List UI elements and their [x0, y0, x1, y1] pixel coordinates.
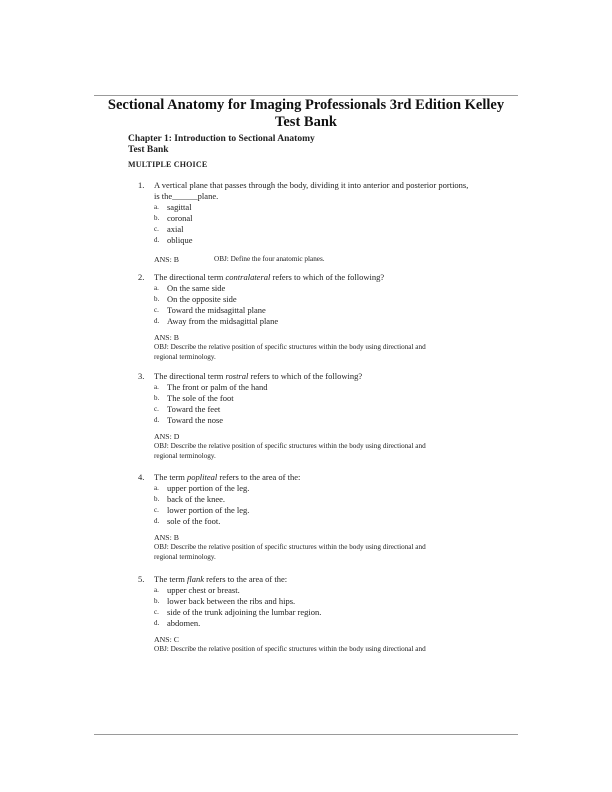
document-title	[94, 97, 518, 131]
question-stem	[138, 272, 498, 283]
option-a	[138, 483, 498, 494]
option-text: coronal	[167, 213, 193, 223]
test-bank-heading: Test Bank	[128, 145, 169, 155]
option-d	[138, 235, 498, 246]
option-b	[138, 213, 498, 224]
option-letter: d.	[154, 517, 160, 525]
title-line-1: Sectional Anatomy for Imaging Professionals 3rd Edition Kelley	[107, 97, 505, 113]
option-d	[138, 618, 498, 629]
question-4	[138, 472, 498, 562]
question-term: flank	[187, 574, 205, 584]
bottom-rule	[94, 734, 518, 735]
question-5	[138, 574, 498, 655]
question-text-line-1: A vertical plane that passes through the body, dividing it into anterior and posterior portions,	[154, 180, 469, 190]
option-text: back of the knee.	[167, 494, 226, 504]
option-c	[138, 404, 498, 415]
objective-line-2: regional terminology.	[154, 451, 216, 460]
option-letter: c.	[154, 405, 159, 413]
option-text: lower portion of the leg.	[167, 505, 250, 515]
option-letter: a.	[154, 586, 159, 594]
option-letter: d.	[154, 619, 160, 627]
option-b	[138, 596, 498, 607]
answer: ANS: B	[154, 333, 179, 342]
option-letter: c.	[154, 306, 159, 314]
question-2	[138, 272, 498, 362]
question-number: 5.	[138, 574, 145, 584]
question-text-end: refers to the area of the:	[204, 574, 288, 584]
option-d	[138, 516, 498, 527]
answer-block	[138, 635, 498, 655]
option-text: Toward the midsagittal plane	[167, 305, 266, 315]
option-c	[138, 305, 498, 316]
question-text: The term	[154, 574, 188, 584]
option-text: sagittal	[167, 202, 192, 212]
option-letter: a.	[154, 484, 159, 492]
answer-block	[138, 533, 498, 562]
option-a	[138, 382, 498, 393]
option-d	[138, 415, 498, 426]
question-1	[138, 180, 498, 265]
option-text: The sole of the foot	[167, 393, 234, 403]
question-text: The term	[154, 472, 188, 482]
question-text-line-2: is the______plane.	[154, 191, 219, 201]
option-letter: b.	[154, 394, 160, 402]
question-text-end: refers to the area of the:	[217, 472, 301, 482]
option-letter: c.	[154, 506, 159, 514]
question-text-end: refers to which of the following?	[270, 272, 385, 282]
question-term: rostral	[225, 371, 249, 381]
option-text: Away from the midsagittal plane	[167, 316, 279, 326]
question-stem	[138, 371, 498, 382]
objective-line-1: OBJ: Describe the relative position of specific structures within the body using directional and	[154, 442, 426, 450]
option-letter: a.	[154, 203, 159, 211]
option-text: upper chest or breast.	[167, 585, 240, 595]
option-b	[138, 294, 498, 305]
option-text: sole of the foot.	[167, 516, 221, 526]
option-text: abdomen.	[167, 618, 201, 628]
option-text: axial	[167, 224, 184, 234]
option-text: Toward the nose	[167, 415, 224, 425]
option-letter: d.	[154, 317, 160, 325]
question-term: popliteal	[187, 472, 218, 482]
option-text: side of the trunk adjoining the lumbar region.	[167, 607, 322, 617]
option-letter: c.	[154, 225, 159, 233]
option-letter: b.	[154, 495, 160, 503]
option-letter: c.	[154, 608, 159, 616]
question-number: 3.	[138, 371, 145, 381]
section-heading: MULTIPLE CHOICE	[128, 160, 208, 169]
option-a	[138, 283, 498, 294]
question-stem	[138, 574, 498, 585]
option-letter: d.	[154, 236, 160, 244]
option-letter: b.	[154, 295, 160, 303]
option-text: Toward the feet	[167, 404, 221, 414]
question-number: 2.	[138, 272, 145, 282]
objective-line-2: regional terminology.	[154, 552, 216, 561]
answer-block	[138, 255, 498, 265]
question-text: The directional term	[154, 272, 226, 282]
question-number: 4.	[138, 472, 145, 482]
option-c	[138, 607, 498, 618]
objective-line-1: OBJ: Describe the relative position of specific structures within the body using directional and	[154, 543, 426, 551]
option-b	[138, 494, 498, 505]
answer-block	[138, 432, 498, 461]
option-text: lower back between the ribs and hips.	[167, 596, 296, 606]
question-text: The directional term	[154, 371, 226, 381]
answer: ANS: D	[154, 432, 180, 441]
option-d	[138, 316, 498, 327]
question-stem	[138, 472, 498, 483]
question-number: 1.	[138, 180, 145, 190]
answer-block	[138, 333, 498, 362]
option-letter: a.	[154, 284, 159, 292]
option-text: upper portion of the leg.	[167, 483, 250, 493]
option-text: On the same side	[167, 283, 226, 293]
question-text-end: refers to which of the following?	[248, 371, 363, 381]
answer: ANS: B	[154, 533, 179, 542]
question-3	[138, 371, 498, 461]
objective-line-2: regional terminology.	[154, 352, 216, 361]
option-letter: a.	[154, 383, 159, 391]
answer: ANS: C	[154, 635, 179, 644]
question-term: contralateral	[225, 272, 271, 282]
option-text: The front or palm of the hand	[167, 382, 268, 392]
question-stem	[138, 180, 498, 202]
option-a	[138, 202, 498, 213]
objective-line-1: OBJ: Describe the relative position of specific structures within the body using directional and	[154, 343, 426, 351]
objective: OBJ: Define the four anatomic planes.	[214, 255, 325, 263]
chapter-heading: Chapter 1: Introduction to Sectional Anatomy	[128, 134, 315, 144]
option-letter: d.	[154, 416, 160, 424]
option-letter: b.	[154, 214, 160, 222]
option-a	[138, 585, 498, 596]
option-c	[138, 505, 498, 516]
option-text: oblique	[167, 235, 193, 245]
top-rule	[94, 95, 518, 96]
option-b	[138, 393, 498, 404]
objective-line-1: OBJ: Describe the relative position of specific structures within the body using directional and	[154, 645, 426, 653]
option-letter: b.	[154, 597, 160, 605]
answer: ANS: B	[154, 255, 179, 264]
option-text: On the opposite side	[167, 294, 237, 304]
option-c	[138, 224, 498, 235]
title-line-2: Test Bank	[275, 114, 337, 130]
